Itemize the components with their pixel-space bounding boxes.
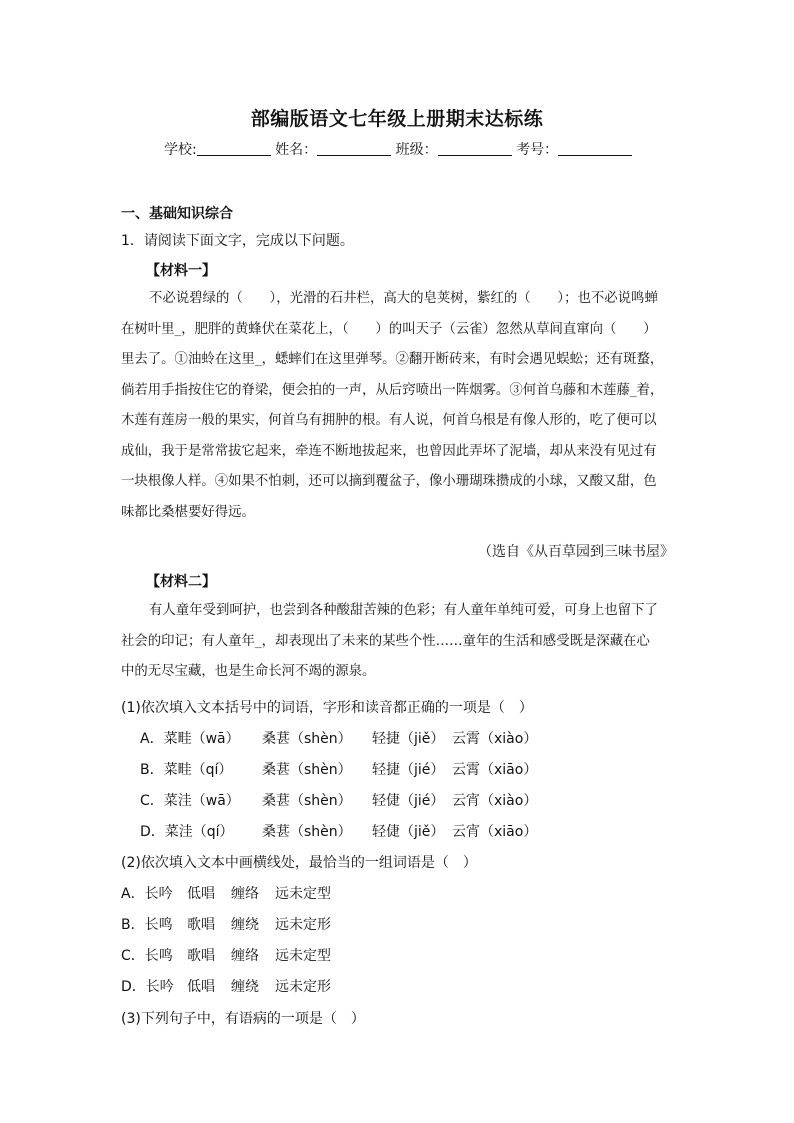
material-1-line: 味都比桑椹要好得远。 — [121, 504, 255, 520]
material-1-line: 里去了。①油蛉在这里_，蟋蟀们在这里弹琴。②翻开断砖来，有时会遇见蜈蚣；还有斑蝥， — [121, 352, 664, 367]
sub2-option-c[interactable]: C．长鸣 歌唱 缠络 远未定型 — [121, 948, 331, 964]
sub-question-3: (3)下列句子中，有语病的一项是（ ） — [121, 1011, 365, 1027]
name-label: 姓名： — [275, 142, 318, 158]
sub1-option-d[interactable]: D．菜洼（qí） 桑葚（shèn） 轻倢（jiě） 云宵（xiāo） — [140, 824, 538, 840]
sub2-option-d[interactable]: D．长吟 低唱 缠绕 远未定形 — [121, 979, 331, 995]
class-label: 班级： — [395, 142, 438, 158]
material-1-text — [121, 284, 677, 528]
material-2-line: 有人童年受到呵护，也尝到各种酸甜苦辣的色彩；有人童年单纯可爱，可身上也留下了 — [149, 603, 658, 618]
material-2-line: 社会的印记；有人童年_，却表现出了未来的某些个性……童年的生活和感受既是深藏在心 — [121, 633, 650, 649]
id-blank[interactable] — [558, 141, 632, 156]
sub1-option-b[interactable]: B．菜畦（qí） 桑葚（shèn） 轻捷（jié） 云霄（xiāo） — [140, 762, 538, 778]
material-1-line: 不必说碧绿的（ ），光滑的石井栏，高大的皂荚树，紫红的（ ）；也不必说鸣蝉 — [149, 291, 658, 306]
material-1-line: 成仙，我于是常常拔它起来，牵连不断地拔起来，也曾因此弄坏了泥墙，却从来没有见过有 — [121, 443, 657, 459]
name-blank[interactable] — [317, 141, 391, 156]
sub2-option-a[interactable]: A．长吟 低唱 缠络 远未定型 — [121, 886, 331, 902]
class-blank[interactable] — [438, 141, 512, 156]
student-info-row — [164, 139, 632, 159]
sub2-option-b[interactable]: B．长鸣 歌唱 缠绕 远未定形 — [121, 917, 331, 933]
material-1-line: 倘若用手指按住它的脊梁，便会拍的一声，从后窍喷出一阵烟雾。③何首乌藤和木莲藤_着， — [121, 382, 664, 398]
id-label: 考号： — [516, 142, 559, 158]
material-1-label: 【材料一】 — [146, 263, 216, 279]
material-1-line: 木莲有莲房一般的果实，何首乌有拥肿的根。有人说，何首乌根是有像人形的，吃了便可以 — [121, 413, 657, 428]
material-1-line: 一块根像人样。④如果不怕刺，还可以摘到覆盆子，像小珊瑚珠攒成的小球，又酸又甜，色 — [121, 474, 657, 489]
section-heading: 一、基础知识综合 — [121, 206, 233, 222]
sub-question-2: (2)依次填入文本中画横线处，最恰当的一组词语是（ ） — [121, 855, 477, 871]
school-label: 学校: — [164, 142, 197, 158]
sub-question-1: (1)依次填入文本括号中的词语，字形和读音都正确的一项是（ ） — [121, 700, 533, 716]
material-1-line: 在树叶里_，肥胖的黄蜂伏在菜花上，（ ）的叫天子（云雀）忽然从草间直窜向（ ） — [121, 321, 657, 337]
material-2-label: 【材料二】 — [146, 574, 216, 590]
material-2-text — [121, 596, 677, 688]
sub1-option-a[interactable]: A．菜畦（wā） 桑葚（shèn） 轻捷（jiě） 云霄（xiào） — [140, 731, 538, 747]
question-1: 1．请阅读下面文字，完成以下问题。 — [121, 233, 354, 249]
sub1-option-c[interactable]: C．菜洼（wā） 桑葚（shèn） 轻倢（jié） 云宵（xiào） — [140, 793, 538, 809]
page-title: 部编版语文七年级上册期末达标练 — [250, 108, 544, 130]
material-1-source: （选自《从百草园到三味书屋》 — [478, 544, 674, 560]
school-blank[interactable] — [197, 141, 271, 156]
material-2-line: 中的无尽宝藏，也是生命长河不竭的源泉。 — [121, 664, 376, 679]
